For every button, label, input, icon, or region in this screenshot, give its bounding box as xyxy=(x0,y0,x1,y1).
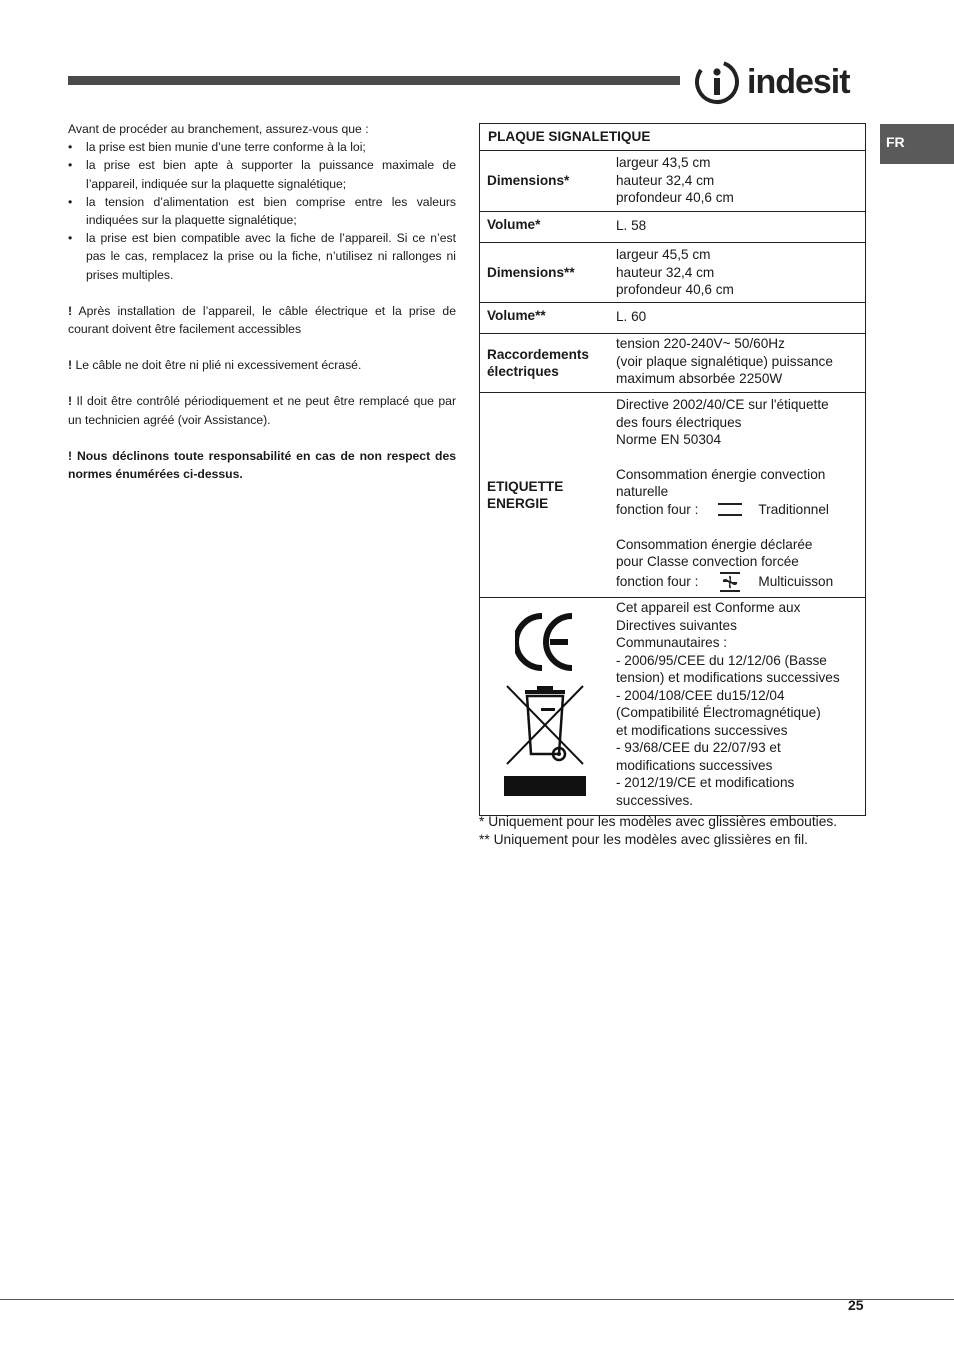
warning-text: Il doit être contrôlé périodiquement et ne peut être remplacé que par un technicien agréé (voir Assistance). xyxy=(68,394,456,427)
footnotes xyxy=(479,813,837,849)
table-row xyxy=(480,150,865,211)
value-line: hauteur 32,4 cm xyxy=(616,264,715,280)
row-label: Volume** xyxy=(487,308,546,323)
function-label: fonction four : xyxy=(616,573,699,589)
value-line: Consommation énergie déclarée xyxy=(616,536,813,552)
row-label: Dimensions* xyxy=(487,173,570,189)
table-title: PLAQUE SIGNALETIQUE xyxy=(488,129,651,144)
row-value xyxy=(609,151,865,211)
value-line: - 93/68/CEE du 22/07/93 et xyxy=(616,740,781,755)
row-label: Dimensions** xyxy=(487,264,575,280)
table-row xyxy=(480,333,865,392)
table-row xyxy=(480,302,865,333)
weee-black-bar xyxy=(504,776,586,796)
function-label: fonction four : xyxy=(616,501,699,517)
warning-text: Après installation de l’appareil, le câble électrique et la prise de courant doivent être facilement accessibles xyxy=(68,303,456,337)
function-name: Traditionnel xyxy=(758,501,829,517)
page-number: 25 xyxy=(848,1297,864,1313)
warning-mark: ! xyxy=(68,358,73,373)
list-item: • la tension d’alimentation est bien comprise entre les valeurs indiquées sur la plaquette signalétique; xyxy=(68,193,456,229)
indesit-logo-mark-icon xyxy=(693,58,741,106)
table-row xyxy=(480,242,865,302)
warning-mark: ! xyxy=(68,303,73,318)
warning-cable xyxy=(68,356,456,374)
table-row xyxy=(480,392,865,597)
warning-text: Le câble ne doit être ni plié ni excessivement écrasé. xyxy=(75,358,362,373)
value-line: largeur 43,5 cm xyxy=(616,155,711,170)
conformity-text xyxy=(609,598,865,815)
compliance-symbols xyxy=(480,598,609,815)
list-item: • la prise est bien compatible avec la fiche de l’appareil. Si ce n’est pas le cas, remplacez la prise ou la fiche, n’utilisez ni rallonges ni prises multiples. xyxy=(68,229,456,284)
row-label: Volume* xyxy=(487,217,541,232)
warning-text: Nous déclinons toute responsabilité en cas de non respect des normes énumérées ci-dessus. xyxy=(68,448,456,482)
fan-heat-icon xyxy=(712,571,748,593)
language-tab: FR xyxy=(880,124,954,164)
warning-accessibility xyxy=(68,302,456,338)
row-value xyxy=(609,243,865,302)
function-line xyxy=(616,571,859,593)
brand-name: indesit xyxy=(747,63,850,101)
warning-mark: ! xyxy=(68,448,73,463)
spacer xyxy=(616,449,859,466)
list-item: • la prise est bien apte à supporter la puissance maximale de l’appareil, indiquée sur la plaquette signalétique; xyxy=(68,156,456,192)
row-value xyxy=(609,334,865,392)
value-line: Cet appareil est Conforme aux xyxy=(616,600,801,615)
value-line: pour Classe convection forcée xyxy=(616,554,799,569)
value-line: (Compatibilité Électromagnétique) xyxy=(616,705,821,720)
value-line: successives. xyxy=(616,792,694,808)
value-line: naturelle xyxy=(616,484,669,499)
value-line: hauteur 32,4 cm xyxy=(616,172,715,188)
value-line: des fours électriques xyxy=(616,414,742,430)
intro-lead: Avant de procéder au branchement, assurez-vous que : xyxy=(68,122,369,136)
value-line: largeur 45,5 cm xyxy=(616,247,711,262)
table-row xyxy=(480,211,865,242)
value-line: - 2006/95/CEE du 12/12/06 (Basse xyxy=(616,652,827,668)
row-label xyxy=(480,393,609,597)
value-line: maximum absorbée 2250W xyxy=(616,371,783,386)
indesit-logo xyxy=(693,58,850,106)
value-line: Directive 2002/40/CE sur l'étiquette xyxy=(616,397,829,412)
value-line: Norme EN 50304 xyxy=(616,432,722,447)
value-line: profondeur 40,6 cm xyxy=(616,190,734,205)
function-name: Multicuisson xyxy=(758,573,834,589)
rating-plate-table xyxy=(479,123,866,816)
row-value xyxy=(609,393,865,597)
footnote: * Uniquement pour les modèles avec glissières embouties. xyxy=(479,814,838,829)
value-line: (voir plaque signalétique) puissance xyxy=(616,353,833,369)
value-line: Directives suivantes xyxy=(616,617,737,633)
connection-instructions xyxy=(68,120,456,483)
function-line xyxy=(616,501,859,519)
warning-mark: ! xyxy=(68,394,73,409)
table-title-row xyxy=(480,124,865,150)
checklist xyxy=(68,138,456,284)
value-line: - 2004/108/CEE du15/12/04 xyxy=(616,687,785,703)
header-rule xyxy=(68,76,680,85)
value-line: modifications successives xyxy=(616,757,773,773)
warning-liability xyxy=(68,447,456,483)
spacer xyxy=(616,519,859,536)
row-label: Raccordements électriques xyxy=(487,346,589,379)
top-bottom-heat-icon xyxy=(712,501,748,519)
footnote: ** Uniquement pour les modèles avec glissières en fil. xyxy=(479,832,808,847)
value-line: Communautaires : xyxy=(616,635,728,650)
warning-inspection xyxy=(68,392,456,428)
row-value: L. 60 xyxy=(616,309,647,324)
value-line: et modifications successives xyxy=(616,722,788,738)
value-line: - 2012/19/CE et modifications xyxy=(616,775,795,790)
energy-label-line: ENERGIE xyxy=(487,496,549,511)
value-line: tension 220-240V~ 50/60Hz xyxy=(616,336,785,351)
list-item: • la prise est bien munie d’une terre conforme à la loi; xyxy=(68,138,456,156)
ce-mark-icon xyxy=(515,610,575,674)
value-line: Consommation énergie convection xyxy=(616,466,826,482)
footer-rule xyxy=(0,1299,954,1300)
table-row xyxy=(480,597,865,815)
weee-bin-icon xyxy=(503,682,587,768)
value-line: profondeur 40,6 cm xyxy=(616,282,734,297)
value-line: tension) et modifications successives xyxy=(616,670,840,685)
energy-label xyxy=(487,478,563,513)
energy-label-line: ETIQUETTE xyxy=(487,478,564,494)
row-value: L. 58 xyxy=(616,218,647,233)
